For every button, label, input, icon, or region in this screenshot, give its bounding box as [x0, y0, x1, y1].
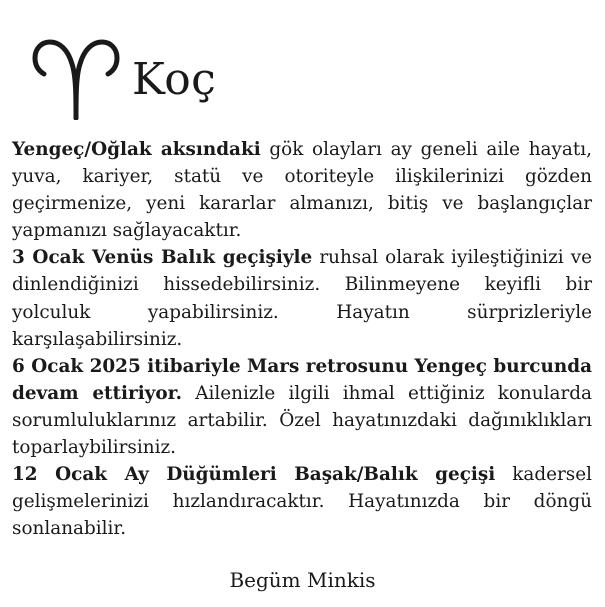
paragraph-bold-lead: 6 Ocak 2025 itibariyle Mars retrosunu Yengeç burcunda devam ettiriyor. — [12, 355, 592, 404]
paragraph-yengec-oglak — [12, 136, 592, 244]
paragraph-bold-lead: Yengeç/Oğlak aksındaki — [12, 139, 261, 160]
paragraph-text: kadersel gelişmelerinizi hızlandıracaktır. Hayatınızda bir döngü sonlanabilir. — [12, 464, 593, 540]
paragraph-text: Ailenizle ilgili ihmal ettiğiniz konularda sorumluluklarınız artabilir. Özel hayatınızdaki dağınıklıkları toparlaybilirsiniz. — [12, 382, 592, 459]
paragraph-bold-lead: 3 Ocak Venüs Balık geçişiyle — [12, 247, 313, 269]
paragraph-bold-lead: 12 Ocak Ay Düğümleri Başak/Balık geçişi — [12, 464, 496, 486]
author-signature: Begüm Minkis — [229, 568, 376, 592]
aries-symbol-icon — [30, 36, 122, 120]
paragraph-text: ruhsal olarak iyileştiğinizi ve dinlendiğinizi hissedebilirsiniz. Bilinmeyene keyifli bir yolculuk yapabilirsiniz. Hayatın sürprizleriyle karşılaşabilirsiniz. — [12, 247, 592, 350]
paragraph-mars-retro — [12, 353, 592, 461]
paragraph-ay-dugumleri — [12, 461, 592, 542]
horoscope-content — [12, 136, 592, 542]
page-title: Koç — [132, 54, 217, 105]
header — [22, 30, 322, 120]
paragraph-text: gök olayları ay geneli aile hayatı, yuva, kariyer, statü ve otoriteyle ilişkilerinizi gözden geçirmenize, yeni kararlar almanızı, bitiş ve başlangıçlar yapmanızı sağlayacaktır. — [12, 139, 592, 242]
paragraph-venus-balik — [12, 244, 592, 352]
